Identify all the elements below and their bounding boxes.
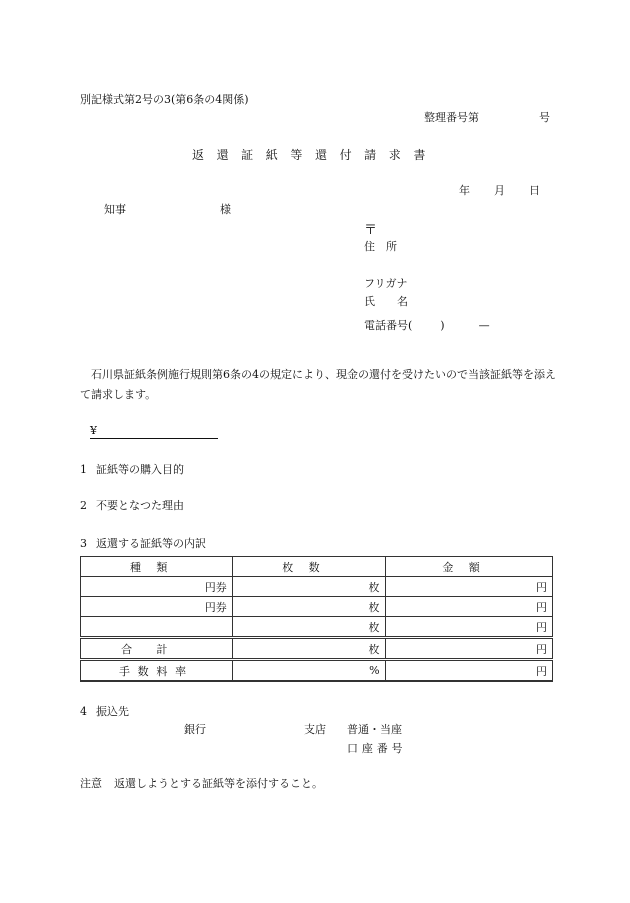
table-row [81, 617, 553, 638]
furigana-label: フリガナ [364, 277, 408, 290]
cell-type[interactable]: 円券 [81, 597, 233, 617]
addressee-honorific: 様 [220, 203, 231, 216]
reference-number-suffix: 号 [539, 111, 550, 124]
header-count: 枚数 [232, 557, 385, 577]
bank-label: 銀行 [184, 723, 206, 736]
cell-amount[interactable]: 円 [385, 597, 552, 617]
item-label: 証紙等の購入目的 [96, 463, 184, 476]
cell-type[interactable]: 円券 [81, 577, 233, 597]
item-label: 不要となつた理由 [96, 499, 184, 512]
total-amount[interactable]: 円 [385, 638, 552, 660]
yen-symbol: ¥ [90, 424, 97, 437]
cell-amount[interactable]: 円 [385, 617, 552, 638]
phone-close: ) [440, 319, 445, 332]
reference-number [424, 109, 550, 125]
page-title: 返還証紙等還付請求書 [191, 148, 438, 162]
date-day: 日 [529, 184, 540, 197]
breakdown-table [80, 556, 553, 682]
date-line [459, 182, 540, 198]
note-line [80, 775, 323, 791]
item-transfer-destination [80, 703, 129, 719]
cell-count[interactable]: 枚 [232, 577, 385, 597]
phone-dash: — [478, 319, 490, 332]
postal-mark: 〒 [364, 223, 378, 238]
item-number: 1 [80, 463, 87, 476]
request-statement: 石川県証紙条例施行規則第6条の4の規定により、現金の還付を受けたいので当該証紙等を添えて請求します。 [80, 368, 556, 401]
total-count[interactable]: 枚 [232, 638, 385, 660]
item-label: 返還する証紙等の内訳 [96, 537, 206, 550]
item-number: 2 [80, 499, 87, 512]
address-label: 住 所 [364, 240, 397, 253]
cell-count[interactable]: 枚 [232, 617, 385, 638]
cell-type[interactable] [81, 617, 233, 638]
fee-rate[interactable]: % [232, 660, 385, 682]
total-row [81, 638, 553, 660]
account-number-label: 口座番号 [347, 742, 407, 755]
table-row [81, 597, 553, 617]
item-purchase-purpose [80, 461, 184, 477]
note-label: 注意 [80, 777, 102, 790]
cell-count[interactable]: 枚 [232, 597, 385, 617]
fee-label: 手数料率 [81, 660, 233, 682]
branch-label: 支店 [304, 723, 326, 736]
item-breakdown [80, 535, 206, 551]
form-identifier: 別記様式第2号の3(第6条の4関係) [80, 93, 249, 106]
date-year: 年 [459, 184, 470, 197]
fee-row [81, 660, 553, 682]
item-reason [80, 497, 184, 513]
note-text: 返還しようとする証紙等を添付すること。 [114, 777, 323, 790]
item-number: 3 [80, 537, 87, 550]
phone-label: 電話番号( [364, 319, 413, 332]
header-amount: 金額 [385, 557, 552, 577]
total-label: 合計 [81, 638, 233, 660]
reference-number-label: 整理番号第 [424, 111, 479, 124]
amount-field[interactable] [90, 424, 218, 439]
account-type: 普通・当座 [347, 723, 402, 736]
table-header-row [81, 557, 553, 577]
header-type: 種類 [81, 557, 233, 577]
item-number: 4 [80, 705, 87, 718]
table-row [81, 577, 553, 597]
date-month: 月 [494, 184, 505, 197]
item-label: 振込先 [96, 705, 129, 718]
name-label: 氏 名 [364, 295, 408, 308]
addressee-governor: 知事 [104, 203, 126, 216]
cell-amount[interactable]: 円 [385, 577, 552, 597]
fee-amount[interactable]: 円 [385, 660, 552, 682]
phone-line [364, 317, 490, 333]
